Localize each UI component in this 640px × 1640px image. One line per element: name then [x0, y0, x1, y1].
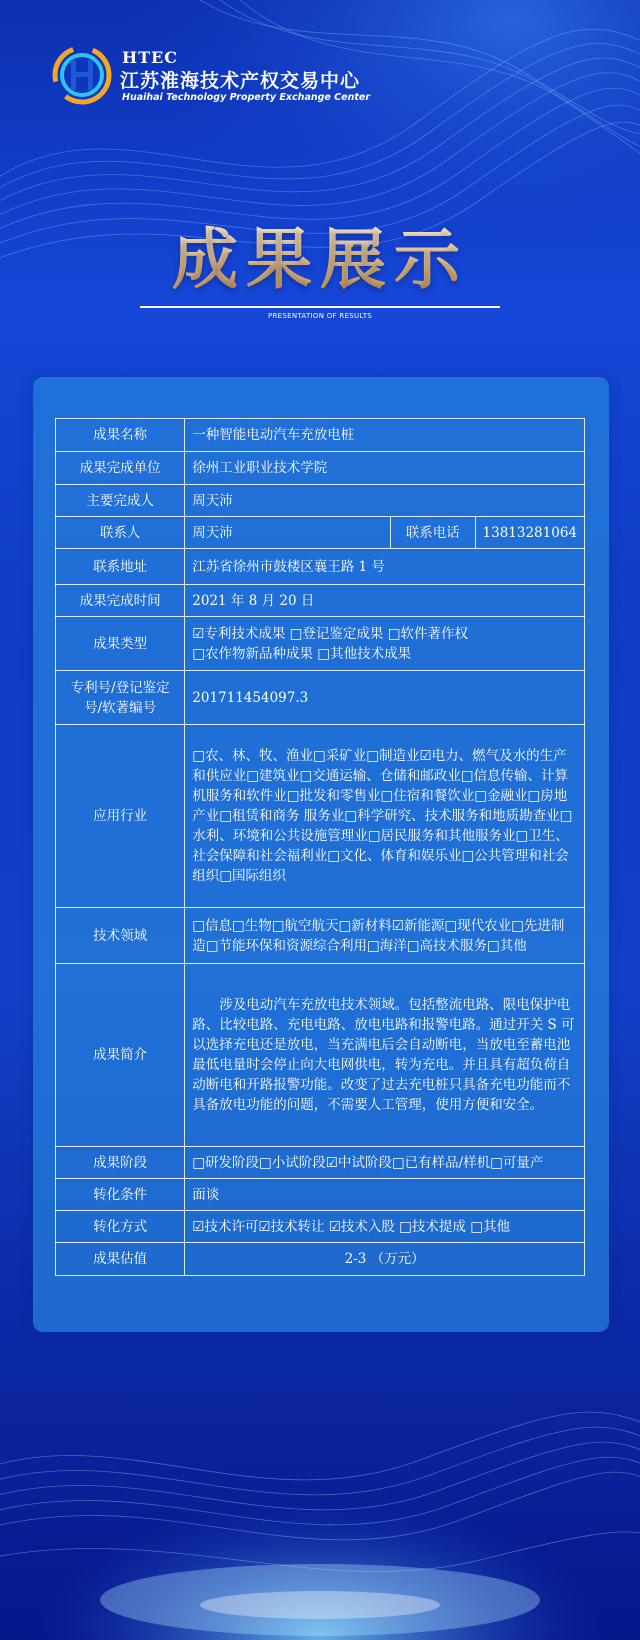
industry-value: □农、林、牧、渔业□采矿业□制造业☑电力、燃气及水的生产和供应业□建筑业□交通运输、仓储和邮政业□信息传输、计算机服务和软件业□批发和零售业□住宿和餐饮业□金融业□房地产业□租赁和商务 服务业□科学研究、技术服务和地质勘查业□水利、环境和公共设施管理业□居民服务和其他服务业□卫生、社会保障和社会福利业□文化、体育和娱乐业□公共管理和社会组织□国际组织 — [185, 725, 585, 908]
table-row — [56, 549, 585, 585]
intro-label: 成果简介 — [56, 964, 185, 1147]
date-label: 成果完成时间 — [56, 585, 185, 617]
type-label: 成果类型 — [56, 617, 185, 671]
person-label: 主要完成人 — [56, 485, 185, 517]
table-row — [56, 485, 585, 517]
page-subtitle-wrap — [0, 306, 640, 325]
person-value: 周天沛 — [185, 485, 585, 517]
date-value: 2021 年 8 月 20 日 — [185, 585, 585, 617]
table-row — [56, 1243, 585, 1276]
valuation-label: 成果估值 — [56, 1243, 185, 1276]
table-row — [56, 1147, 585, 1179]
field-value: □信息□生物□航空航天□新材料☑新能源□现代农业□先进制造□节能环保和资源综合利用□海洋□高技术服务□其他 — [185, 908, 585, 964]
valuation-value: 2-3 （万元） — [185, 1243, 585, 1276]
intro-value: 涉及电动汽车充放电技术领域。包括整流电路、限电保护电路、比较电路、充电电路、放电电路和报警电路。通过开关 S 可以选择充电还是放电，当充满电后会自动断电，当放电至蓄电池最低电量时会停止向大电网供电，转为充电。并且具有超负荷自动断电和开路报警功能。改变了过去充电桩只具备充电功能而不具备放电功能的问题，不需要人工管理，使用方便和安全。 — [185, 964, 585, 1147]
unit-label: 成果完成单位 — [56, 452, 185, 485]
org-abbreviation: HTEC — [122, 48, 178, 67]
table-row — [56, 617, 585, 671]
name-value: 一种智能电动汽车充放电桩 — [185, 419, 585, 452]
address-value: 江苏省徐州市鼓楼区襄王路 1 号 — [185, 549, 585, 585]
result-info-table — [55, 418, 585, 1276]
phone-label: 联系电话 — [390, 517, 475, 549]
unit-value: 徐州工业职业技术学院 — [185, 452, 585, 485]
org-name-cn: 江苏淮海技术产权交易中心 — [120, 70, 361, 92]
stage-value: □研发阶段□小试阶段☑中试阶段□已有样品/样机□可量产 — [185, 1147, 585, 1179]
table-row — [56, 517, 585, 549]
name-label: 成果名称 — [56, 419, 185, 452]
table-row — [56, 1179, 585, 1211]
address-label: 联系地址 — [56, 549, 185, 585]
condition-label: 转化条件 — [56, 1179, 185, 1211]
phone-value: 13813281064 — [475, 517, 584, 549]
contact-value: 周天沛 — [185, 517, 391, 549]
industry-label: 应用行业 — [56, 725, 185, 908]
contact-label: 联系人 — [56, 517, 185, 549]
table-row — [56, 1211, 585, 1243]
table-row — [56, 725, 585, 908]
org-name-en: Huaihai Technology Property Exchange Center — [122, 92, 371, 103]
table-row — [56, 585, 585, 617]
field-label: 技术领域 — [56, 908, 185, 964]
header — [48, 40, 408, 110]
page-subtitle: PRESENTATION OF RESULTS — [263, 312, 377, 320]
table-row — [56, 964, 585, 1147]
method-label: 转化方式 — [56, 1211, 185, 1243]
patent-label: 专利号/登记鉴定号/软著编号 — [56, 671, 185, 725]
condition-value: 面谈 — [185, 1179, 585, 1211]
table-row — [56, 452, 585, 485]
method-value: ☑技术许可☑技术转让 ☑技术入股 □技术提成 □其他 — [185, 1211, 585, 1243]
table-row — [56, 419, 585, 452]
type-value: ☑专利技术成果 □登记鉴定成果 □软件著作权 □农作物新品种成果 □其他技术成果 — [185, 617, 585, 671]
page-title: 成果展示 — [0, 220, 640, 300]
result-card — [33, 377, 609, 1332]
stage-label: 成果阶段 — [56, 1147, 185, 1179]
table-row — [56, 671, 585, 725]
table-row — [56, 908, 585, 964]
page-title-block — [0, 220, 640, 300]
htec-logo-icon — [52, 44, 112, 106]
patent-value: 201711454097.3 — [185, 671, 585, 725]
